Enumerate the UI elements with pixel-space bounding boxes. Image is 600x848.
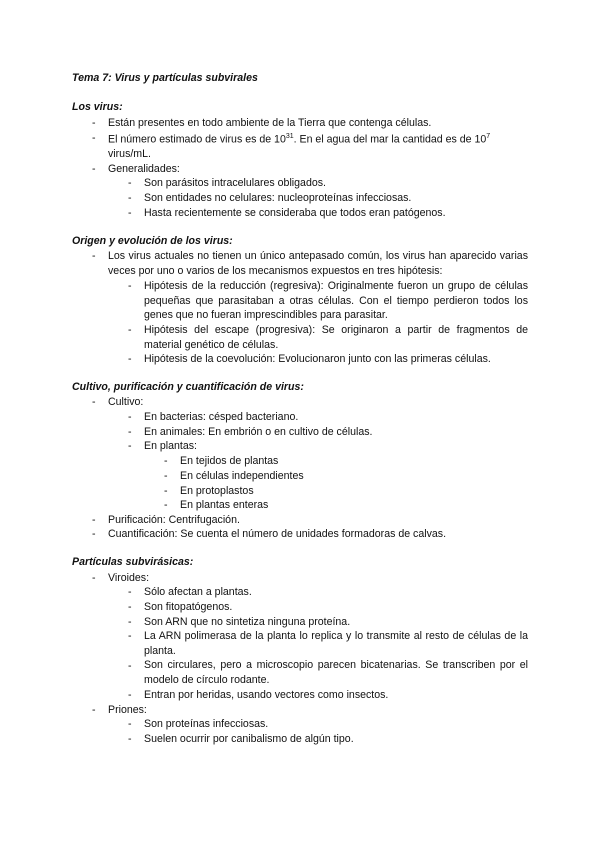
bullet-dash: - [164, 485, 168, 497]
list-item: Son ARN que no sintetiza ninguna proteína. [144, 616, 351, 628]
bullet-dash: - [128, 353, 132, 365]
list-item: Hasta recientemente se consideraba que todos eran patógenos. [144, 207, 446, 219]
list-item: Son parásitos intracelulares obligados. [144, 177, 326, 189]
bullet-dash: - [128, 689, 132, 701]
list-item: Son fitopatógenos. [144, 601, 233, 613]
list-item: En protoplastos [180, 485, 254, 497]
bullet-dash: - [128, 411, 132, 423]
bullet-dash: - [128, 660, 132, 672]
list-item: Cuantificación: Se cuenta el número de unidades formadoras de calvas. [108, 528, 447, 540]
document-title: Tema 7: Virus y partículas subvirales [72, 72, 258, 84]
list-item: En plantas enteras [180, 499, 269, 511]
bullet-dash: - [92, 528, 96, 540]
bullet-dash: - [128, 718, 132, 730]
list-item: Hipótesis del escape (progresiva): Se originaron a partir de fragmentos de material genético de células. [144, 324, 528, 351]
list-item: En plantas: [144, 440, 198, 452]
bullet-dash: - [92, 514, 96, 526]
heading-virus: Los virus: [72, 101, 123, 113]
list-item: Entran por heridas, usando vectores como insectos. [144, 689, 389, 701]
bullet-dash: - [128, 207, 132, 219]
bullet-dash: - [164, 455, 168, 467]
list-item: Suelen ocurrir por canibalismo de algún tipo. [144, 733, 354, 745]
list-item: Purificación: Centrifugación. [108, 514, 240, 526]
bullet-dash: - [128, 324, 132, 336]
list-item: En tejidos de plantas [180, 455, 279, 467]
heading-particulas: Partículas subvirásicas: [72, 556, 194, 568]
list-item-virus-count: El número estimado de virus es de $10^{31}$. En el agua del mar la cantidad es de $10^7$ virus/mL. [108, 133, 491, 161]
list-item: Hipótesis de la coevolución: Evolucionaron junto con las primeras células. [144, 353, 491, 365]
list-item: En animales: En embrión o en cultivo de células. [144, 426, 373, 438]
list-item: Sólo afectan a plantas. [144, 586, 252, 598]
bullet-dash: - [164, 499, 168, 511]
bullet-dash: - [128, 192, 132, 204]
bullet-dash: - [128, 616, 132, 628]
list-item: Son entidades no celulares: nucleoproteínas infecciosas. [144, 192, 412, 204]
list-item: En bacterias: césped bacteriano. [144, 411, 299, 423]
list-item: Generalidades: [108, 163, 180, 175]
bullet-dash: - [92, 132, 96, 144]
bullet-dash: - [92, 704, 96, 716]
bullet-dash: - [128, 733, 132, 745]
list-item: Priones: [108, 704, 147, 716]
list-item: La ARN polimerasa de la planta lo replica y lo transmite al resto de células de la planta. [144, 630, 528, 657]
bullet-dash: - [164, 470, 168, 482]
heading-cultivo: Cultivo, purificación y cuantificación de virus: [72, 381, 304, 393]
bullet-dash: - [92, 163, 96, 175]
bullet-dash: - [92, 572, 96, 584]
list-item: Están presentes en todo ambiente de la Tierra que contenga células. [108, 117, 432, 129]
list-item: Viroides: [108, 572, 150, 584]
bullet-dash: - [128, 601, 132, 613]
bullet-dash: - [92, 396, 96, 408]
list-item: Cultivo: [108, 396, 144, 408]
bullet-dash: - [128, 630, 132, 642]
list-item: En células independientes [180, 470, 304, 482]
list-item: Son circulares, pero a microscopio parecen bicatenarias. Se transcriben por el modelo de círculo rodante. [144, 659, 528, 686]
list-item: Hipótesis de la reducción (regresiva): Originalmente fueron un grupo de células pequeñas que parasitaban a otras células. Con el tiempo perdieron todos los genes que no fueran imprescindibles para parasitar. [144, 280, 528, 322]
bullet-dash: - [128, 586, 132, 598]
heading-origen: Origen y evolución de los virus: [72, 235, 233, 247]
bullet-dash: - [92, 250, 96, 262]
list-item: Los virus actuales no tienen un único antepasado común, los virus han aparecido varias veces por uno o varios de los mecanismos expuestos en tres hipótesis: [108, 250, 528, 277]
bullet-dash: - [128, 280, 132, 292]
bullet-dash: - [128, 426, 132, 438]
bullet-dash: - [128, 177, 132, 189]
bullet-dash: - [92, 117, 96, 129]
bullet-dash: - [128, 440, 132, 452]
list-item: Son proteínas infecciosas. [144, 718, 269, 730]
